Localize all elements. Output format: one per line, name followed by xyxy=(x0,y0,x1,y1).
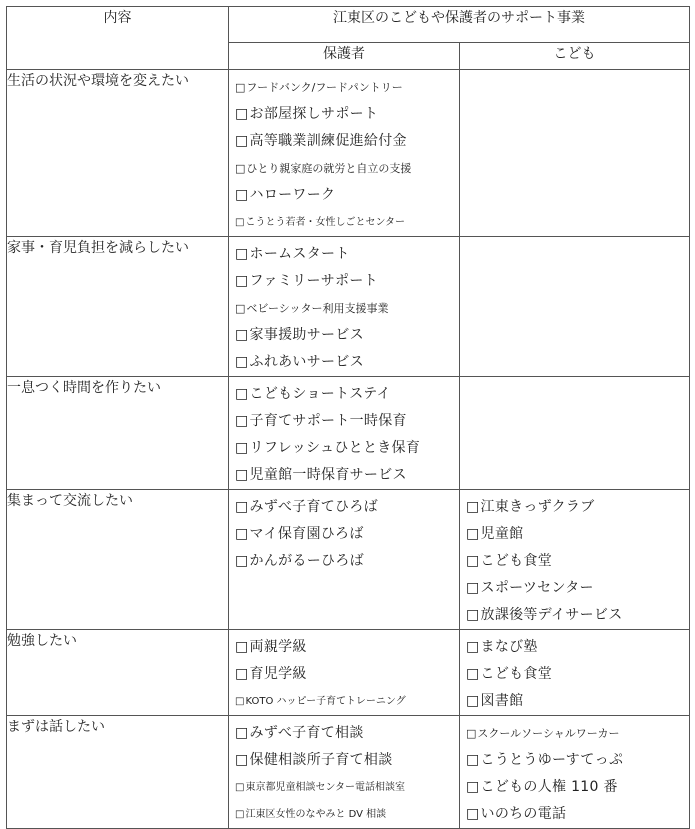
service-list xyxy=(460,490,689,629)
service-label: 保健相談所子育て相談 xyxy=(249,752,393,768)
service-item xyxy=(235,634,459,661)
checkbox-icon: □ xyxy=(235,162,246,175)
service-label: 東京都児童相談センター電話相談室 xyxy=(245,782,406,793)
service-label: こども食堂 xyxy=(480,553,553,569)
guardian-cell xyxy=(229,716,460,829)
service-item xyxy=(235,720,459,747)
service-item xyxy=(235,747,459,774)
service-label: 図書館 xyxy=(480,693,524,709)
service-item xyxy=(235,268,459,295)
table-row xyxy=(7,716,690,829)
service-label: みずべ子育てひろば xyxy=(249,499,378,515)
service-item xyxy=(466,688,689,715)
service-item xyxy=(235,494,459,521)
row-category: 生活の状況や環境を変えたい xyxy=(7,70,229,237)
checkbox-icon: □ xyxy=(466,580,480,596)
checkbox-icon: □ xyxy=(235,133,249,149)
service-label: お部屋探しサポート xyxy=(249,106,379,122)
service-item xyxy=(235,322,459,349)
guardian-cell xyxy=(229,630,460,716)
checkbox-icon: □ xyxy=(466,779,480,795)
child-cell xyxy=(460,237,690,377)
service-label: 江東きっずクラブ xyxy=(480,499,595,515)
checkbox-icon: □ xyxy=(235,386,249,402)
service-label: スクールソーシャルワーカー xyxy=(477,727,620,740)
service-label: 放課後等デイサービス xyxy=(480,607,623,623)
checkbox-icon: □ xyxy=(235,639,249,655)
service-item xyxy=(466,774,689,801)
service-item xyxy=(466,720,689,747)
service-item xyxy=(466,661,689,688)
checkbox-icon: □ xyxy=(466,553,480,569)
service-item xyxy=(235,548,459,575)
service-item xyxy=(235,462,459,489)
service-label: フードバンク/フードパントリー xyxy=(246,81,403,94)
checkbox-icon: □ xyxy=(466,607,480,623)
service-item xyxy=(466,575,689,602)
service-label: ふれあいサービス xyxy=(249,354,364,370)
service-item xyxy=(235,241,459,268)
checkbox-icon: □ xyxy=(235,302,246,315)
row-category: 一息つく時間を作りたい xyxy=(7,377,229,490)
service-list xyxy=(460,716,689,828)
checkbox-icon: □ xyxy=(466,693,480,709)
table-row xyxy=(7,377,690,490)
checkbox-icon: □ xyxy=(466,639,480,655)
checkbox-icon: □ xyxy=(235,354,249,370)
checkbox-icon: □ xyxy=(235,782,245,793)
service-label: こども食堂 xyxy=(480,666,553,682)
checkbox-icon: □ xyxy=(235,246,249,262)
service-item xyxy=(466,747,689,774)
table-row xyxy=(7,490,690,630)
service-item xyxy=(466,801,689,828)
service-label: まなび塾 xyxy=(480,639,538,655)
service-label: 高等職業訓練促進給付金 xyxy=(249,133,407,149)
service-item xyxy=(466,602,689,629)
checkbox-icon: □ xyxy=(235,81,246,94)
service-item xyxy=(235,155,459,182)
header-guardian: 保護者 xyxy=(229,42,460,69)
service-item xyxy=(235,661,459,688)
child-cell xyxy=(460,490,690,630)
service-label: ホームスタート xyxy=(249,246,350,262)
service-label: 児童館 xyxy=(480,526,524,542)
table-row xyxy=(7,70,690,237)
service-list xyxy=(229,70,459,236)
guardian-cell xyxy=(229,490,460,630)
service-label: 家事援助サービス xyxy=(249,327,364,343)
guardian-cell xyxy=(229,377,460,490)
service-label: 江東区女性のなやみと DV 相談 xyxy=(245,809,387,820)
service-label: こうとうゆーすてっぷ xyxy=(480,752,624,768)
child-cell xyxy=(460,716,690,829)
checkbox-icon: □ xyxy=(235,725,249,741)
checkbox-icon: □ xyxy=(235,553,249,569)
service-item xyxy=(235,774,459,801)
service-list xyxy=(460,377,689,381)
checkbox-icon: □ xyxy=(235,809,245,820)
child-cell xyxy=(460,630,690,716)
header-naiyo: 内容 xyxy=(7,7,229,70)
service-label: みずべ子育て相談 xyxy=(249,725,364,741)
checkbox-icon: □ xyxy=(235,106,249,122)
checkbox-icon: □ xyxy=(235,526,249,542)
service-label: リフレッシュひととき保育 xyxy=(249,440,421,456)
table-row xyxy=(7,237,690,377)
service-label: 両親学級 xyxy=(249,639,307,655)
service-list xyxy=(229,716,459,828)
service-item xyxy=(235,381,459,408)
checkbox-icon: □ xyxy=(235,413,249,429)
row-category: 集まって交流したい xyxy=(7,490,229,630)
checkbox-icon: □ xyxy=(466,806,480,822)
child-cell xyxy=(460,377,690,490)
service-item xyxy=(235,182,459,209)
service-item xyxy=(235,74,459,101)
service-label: ファミリーサポート xyxy=(249,273,378,289)
service-item xyxy=(235,801,459,828)
service-item xyxy=(235,128,459,155)
service-item xyxy=(235,688,459,715)
service-label: いのちの電話 xyxy=(480,806,567,822)
checkbox-icon: □ xyxy=(235,327,249,343)
table-body xyxy=(7,70,690,829)
checkbox-icon: □ xyxy=(466,666,480,682)
checkbox-icon: □ xyxy=(235,696,245,707)
row-category: まずは話したい xyxy=(7,716,229,829)
service-label: KOTO ハッピー子育てトレーニング xyxy=(245,696,406,707)
checkbox-icon: □ xyxy=(466,526,480,542)
service-item xyxy=(235,101,459,128)
service-item xyxy=(235,349,459,376)
checkbox-icon: □ xyxy=(235,273,249,289)
service-label: マイ保育園ひろば xyxy=(249,526,364,542)
checkbox-icon: □ xyxy=(235,217,245,228)
checkbox-icon: □ xyxy=(466,499,480,515)
service-item xyxy=(235,435,459,462)
service-list xyxy=(460,70,689,74)
service-list xyxy=(229,237,459,376)
service-label: 育児学級 xyxy=(249,666,307,682)
service-item xyxy=(235,209,459,236)
service-list xyxy=(460,237,689,241)
checkbox-icon: □ xyxy=(235,440,249,456)
support-table xyxy=(6,6,690,829)
service-item xyxy=(235,295,459,322)
service-item xyxy=(235,521,459,548)
service-label: こどもショートステイ xyxy=(249,386,391,402)
service-label: こうとう若者・女性しごとセンター xyxy=(245,217,406,228)
service-item xyxy=(466,634,689,661)
service-label: ひとり親家庭の就労と自立の支援 xyxy=(246,162,412,175)
checkbox-icon: □ xyxy=(235,187,249,203)
service-label: 児童館一時保育サービス xyxy=(249,467,407,483)
service-list xyxy=(460,630,689,715)
checkbox-icon: □ xyxy=(466,752,480,768)
service-item xyxy=(466,521,689,548)
service-list xyxy=(229,377,459,489)
service-item xyxy=(466,548,689,575)
service-label: こどもの人権 110 番 xyxy=(480,779,618,795)
checkbox-icon: □ xyxy=(466,727,477,740)
service-label: 子育てサポート一時保育 xyxy=(249,413,407,429)
checkbox-icon: □ xyxy=(235,666,249,682)
header-child: こども xyxy=(460,42,690,69)
checkbox-icon: □ xyxy=(235,499,249,515)
guardian-cell xyxy=(229,70,460,237)
checkbox-icon: □ xyxy=(235,467,249,483)
header-support-title: 江東区のこどもや保護者のサポート事業 xyxy=(229,7,690,43)
service-item xyxy=(466,494,689,521)
service-item xyxy=(235,408,459,435)
service-list xyxy=(229,630,459,715)
service-label: スポーツセンター xyxy=(480,580,594,596)
service-label: ベビーシッター利用支援事業 xyxy=(246,302,389,315)
row-category: 勉強したい xyxy=(7,630,229,716)
service-label: ハローワーク xyxy=(249,187,336,203)
child-cell xyxy=(460,70,690,237)
service-list xyxy=(229,490,459,575)
service-label: かんがるーひろば xyxy=(249,553,364,569)
guardian-cell xyxy=(229,237,460,377)
row-category: 家事・育児負担を減らしたい xyxy=(7,237,229,377)
table-row xyxy=(7,630,690,716)
checkbox-icon: □ xyxy=(235,752,249,768)
